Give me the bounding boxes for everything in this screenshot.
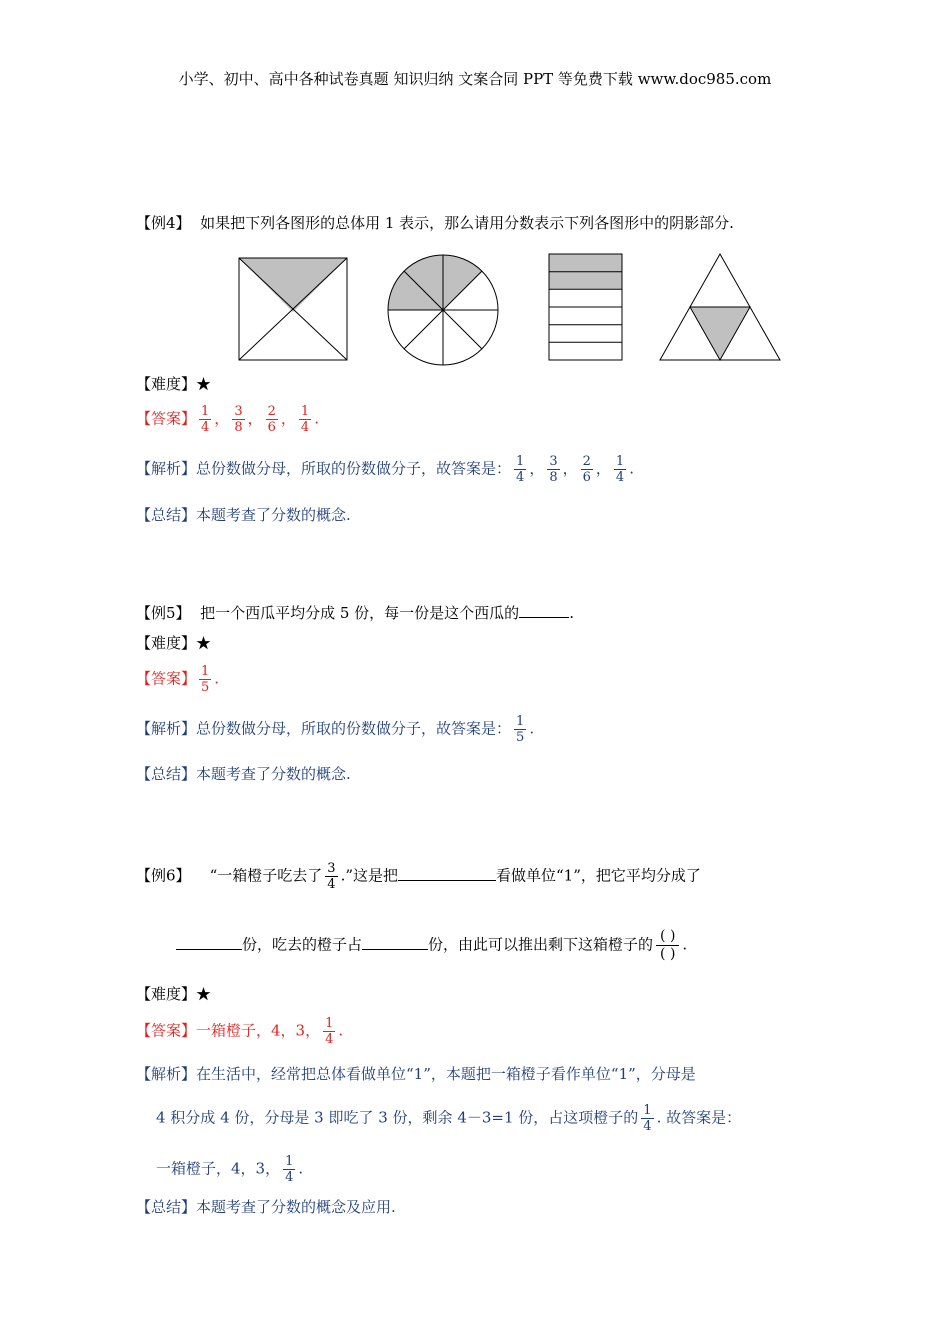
fraction: $\frac{1}{4}$ [615, 454, 625, 485]
difficulty-star: ★ [196, 634, 212, 652]
ex6-question-part: “一箱橙子吃去了 [209, 866, 323, 885]
answer-blank[interactable] [176, 933, 242, 950]
summary-text: 本题考查了分数的概念. [196, 506, 351, 524]
analysis-text: 一箱橙子，4，3， [156, 1159, 281, 1178]
fraction: $\frac{1}{4}$ [325, 1016, 334, 1047]
circle-shaded-sector [443, 255, 482, 310]
summary-text: 本题考查了分数的概念及应用. [196, 1198, 396, 1216]
ex6-answer: 【答案】一箱橙子，4，3， $\frac{1}{4}$ . [136, 1016, 344, 1047]
fraction: $\frac{1}{4}$ [516, 454, 525, 485]
fraction: $\frac{2}{6}$ [267, 404, 276, 435]
answer-blank[interactable] [398, 864, 496, 881]
difficulty-label: 【难度】 [136, 634, 197, 652]
answer-label: 【答案】 [136, 669, 197, 688]
figure-circle [388, 255, 498, 365]
ex5-answer: 【答案】 $\frac{1}{5}$ . [136, 664, 220, 695]
ex6-question-line-2: 份，吃去的橙子占 份，由此可以推出剩下这箱橙子的 ( ) ( ) . [176, 928, 687, 963]
fraction: $\frac{3}{8}$ [234, 404, 243, 435]
page-header: 小学、初中、高中各种试卷真题 知识归纳 文案合同 PPT 等免费下载 www.doc985.com [178, 70, 772, 88]
analysis-text: 在生活中，经常把总体看做单位“1”，本题把一箱橙子看作单位“1”，分母是 [196, 1065, 696, 1083]
analysis-label: 【解析】 [136, 459, 197, 478]
fraction: $\frac{1}{5}$ [516, 714, 525, 745]
analysis-text: 总份数做分母，所取的份数做分子，故答案是： [196, 719, 512, 738]
ex6-question-line-1 [136, 861, 701, 892]
ex6-label: 【例6】 [136, 866, 191, 885]
difficulty-star: ★ [196, 375, 212, 393]
ex6-question-part: 份，由此可以推出剩下这箱橙子的 [428, 935, 654, 954]
difficulty-label: 【难度】 [136, 375, 197, 393]
fraction: $\frac{1}{5}$ [201, 664, 210, 695]
ex4-analysis: 【解析】总份数做分母，所取的份数做分子，故答案是： $\frac{1}{4}$ ， $\frac{3}{8}$ ， $\frac{2}{6}$ ， $\frac{1}{4}$ . [136, 454, 634, 485]
ex5-question-line: 【例5】 把一个西瓜平均分成 5 份，每一份是这个西瓜的 . [136, 601, 574, 623]
answer-blank[interactable] [519, 601, 569, 618]
fraction: $\frac{3}{4}$ [327, 861, 336, 892]
summary-text: 本题考查了分数的概念. [196, 765, 351, 783]
answer-label: 【答案】 [136, 409, 197, 428]
ex6-analysis-line-1 [136, 1064, 696, 1084]
paren-fraction-blank[interactable]: ( ) ( ) [656, 928, 679, 963]
answer-label: 【答案】 [136, 1021, 197, 1040]
ex4-summary [136, 505, 351, 525]
difficulty-star: ★ [196, 985, 212, 1003]
analysis-text: 4 积分成 4 份，分母是 3 即吃了 3 份，剩余 4－3=1 份，占这项橙子的 [156, 1108, 639, 1127]
summary-label: 【总结】 [136, 1198, 197, 1216]
analysis-label: 【解析】 [136, 719, 197, 738]
ex6-question-part: 看做单位“1”，把它平均分成了 [496, 866, 701, 885]
fraction: $\frac{2}{6}$ [582, 454, 591, 485]
ex4-label: 【例4】 [136, 214, 191, 232]
ex5-summary [136, 764, 351, 784]
ex6-analysis-line-2 [156, 1103, 741, 1134]
ex6-summary [136, 1197, 396, 1217]
answer-text: 一箱橙子，4，3， [196, 1021, 321, 1040]
analysis-text: 总份数做分母，所取的份数做分子，故答案是： [196, 459, 512, 478]
analysis-text: . 故答案是： [656, 1108, 742, 1127]
fraction: $\frac{3}{8}$ [549, 454, 558, 485]
figure-triangle [660, 254, 780, 360]
summary-label: 【总结】 [136, 765, 197, 783]
ex4-question: 如果把下列各图形的总体用 1 表示，那么请用分数表示下列各图形中的阴影部分. [200, 214, 734, 232]
ex5-analysis: 【解析】总份数做分母，所取的份数做分子，故答案是： $\frac{1}{5}$ . [136, 714, 535, 745]
ex6-question-part: 份，吃去的橙子占 [242, 935, 363, 954]
ex6-analysis-line-3: 一箱橙子，4，3， $\frac{1}{4}$ . [156, 1154, 304, 1185]
square-shaded-triangle [239, 258, 347, 312]
ex6-difficulty [136, 984, 211, 1004]
ex5-label: 【例5】 [136, 604, 191, 622]
ex6-question-part: .”这是把 [340, 866, 399, 885]
triangle-shaded [690, 307, 750, 360]
fraction: $\frac{1}{4}$ [643, 1103, 652, 1134]
ex5-difficulty [136, 633, 211, 653]
figure-strips [549, 254, 622, 360]
fraction: $\frac{1}{4}$ [201, 404, 210, 435]
ex4-difficulty [136, 374, 211, 394]
difficulty-label: 【难度】 [136, 985, 197, 1003]
fraction: $\frac{1}{4}$ [285, 1154, 294, 1185]
answer-blank[interactable] [362, 933, 428, 950]
fraction: $\frac{1}{4}$ [300, 404, 310, 435]
figure-square [239, 258, 347, 360]
analysis-label: 【解析】 [136, 1065, 197, 1083]
ex4-answer: 【答案】 $\frac{1}{4}$ ， $\frac{3}{8}$ ， $\frac{2}{6}$ ， $\frac{1}{4}$ . [136, 404, 319, 435]
summary-label: 【总结】 [136, 506, 197, 524]
ex5-question: 把一个西瓜平均分成 5 份，每一份是这个西瓜的 [200, 604, 520, 622]
